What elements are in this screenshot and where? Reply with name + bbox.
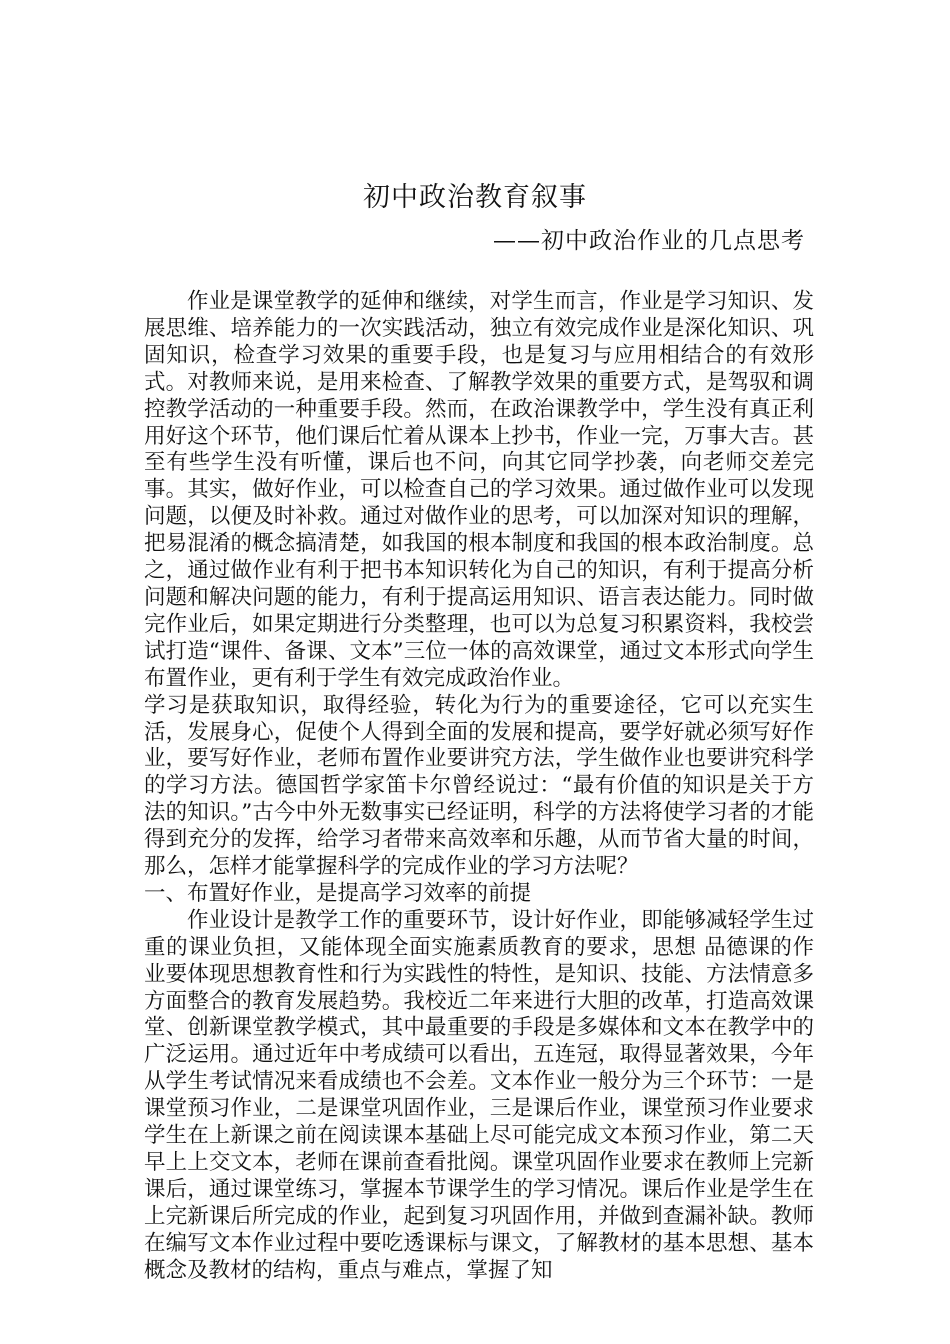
document-title: 初中政治教育叙事: [363, 182, 587, 213]
document-body: [144, 289, 814, 1285]
document-subtitle: ——初中政治作业的几点思考: [493, 228, 805, 254]
section-heading-1: 一、布置好作业，是提高学习效率的前提: [144, 880, 532, 906]
paragraph-homework-design: 作业设计是教学工作的重要环节，设计好作业，即能够减轻学生过重的课业负担，又能体现全面实施素质教育的要求，思想 品德课的作业要体现思想教育性和行为实践性的特性，是知识、技能、方法情意多方面整合的教育发展趋势。我校近二年来进行大胆的改革，打造高效课堂、创新课堂教学模式，其中最重要的手段是多媒体和文本在教学中的广泛运用。通过近年中考成绩可以看出，五连冠，取得显著效果，今年从学生考试情况来看成绩也不会差。文本作业一般分为三个环节：一是课堂预习作业，二是课堂巩固作业，三是课后作业，课堂预习作业要求学生在上新课之前在阅读课本基础上尽可能完成文本预习作业，第二天早上上交文本，老师在课前查看批阅。课堂巩固作业要求在教师上完新课后，通过课堂练习，掌握本节课学生的学习情况。课后作业是学生在上完新课后所完成的作业，起到复习巩固作用，并做到查漏补缺。教师在编写文本作业过程中要吃透课标与课文，了解教材的基本思想、基本概念及教材的结构，重点与难点，掌握了知: [144, 907, 814, 1283]
paragraph-learning-method: 学习是获取知识，取得经验，转化为行为的重要途径，它可以充实生活，发展身心，促使个人得到全面的发展和提高，要学好就必须写好作业，要写好作业，老师布置作业要讲究方法，学生做作业也要讲究科学的学习方法。德国哲学家笛卡尔曾经说过：“最有价值的知识是关于方法的知识。”古今中外无数事实已经证明，科学的方法将使学习者的才能得到充分的发挥，给学习者带来高效率和乐趣，从而节省大量的时间，那么，怎样才能掌握科学的完成作业的学习方法呢？: [144, 692, 814, 880]
paragraph-intro: 作业是课堂教学的延伸和继续，对学生而言，作业是学习知识、发展思维、培养能力的一次实践活动，独立有效完成作业是深化知识、巩固知识，检查学习效果的重要手段，也是复习与应用相结合的有效形式。对教师来说，是用来检查、了解教学效果的重要方式，是驾驭和调控教学活动的一种重要手段。然而，在政治课教学中，学生没有真正利用好这个环节，他们课后忙着从课本上抄书，作业一完，万事大吉。甚至有些学生没有听懂，课后也不问，向其它同学抄袭，向老师交差完事。其实，做好作业，可以检查自己的学习效果。通过做作业可以发现问题，以便及时补救。通过对做作业的思考，可以加深对知识的理解，把易混淆的概念搞清楚，如我国的根本制度和我国的根本政治制度。总之，通过做作业有利于把书本知识转化为自己的知识，有利于提高分析问题和解决问题的能力，有利于提高运用知识、语言表达能力。同时做完作业后，如果定期进行分类整理，也可以为总复习积累资料，我校尝试打造“课件、备课、文本”三位一体的高效课堂，通过文本形式向学生布置作业，更有利于学生有效完成政治作业。: [144, 289, 814, 691]
